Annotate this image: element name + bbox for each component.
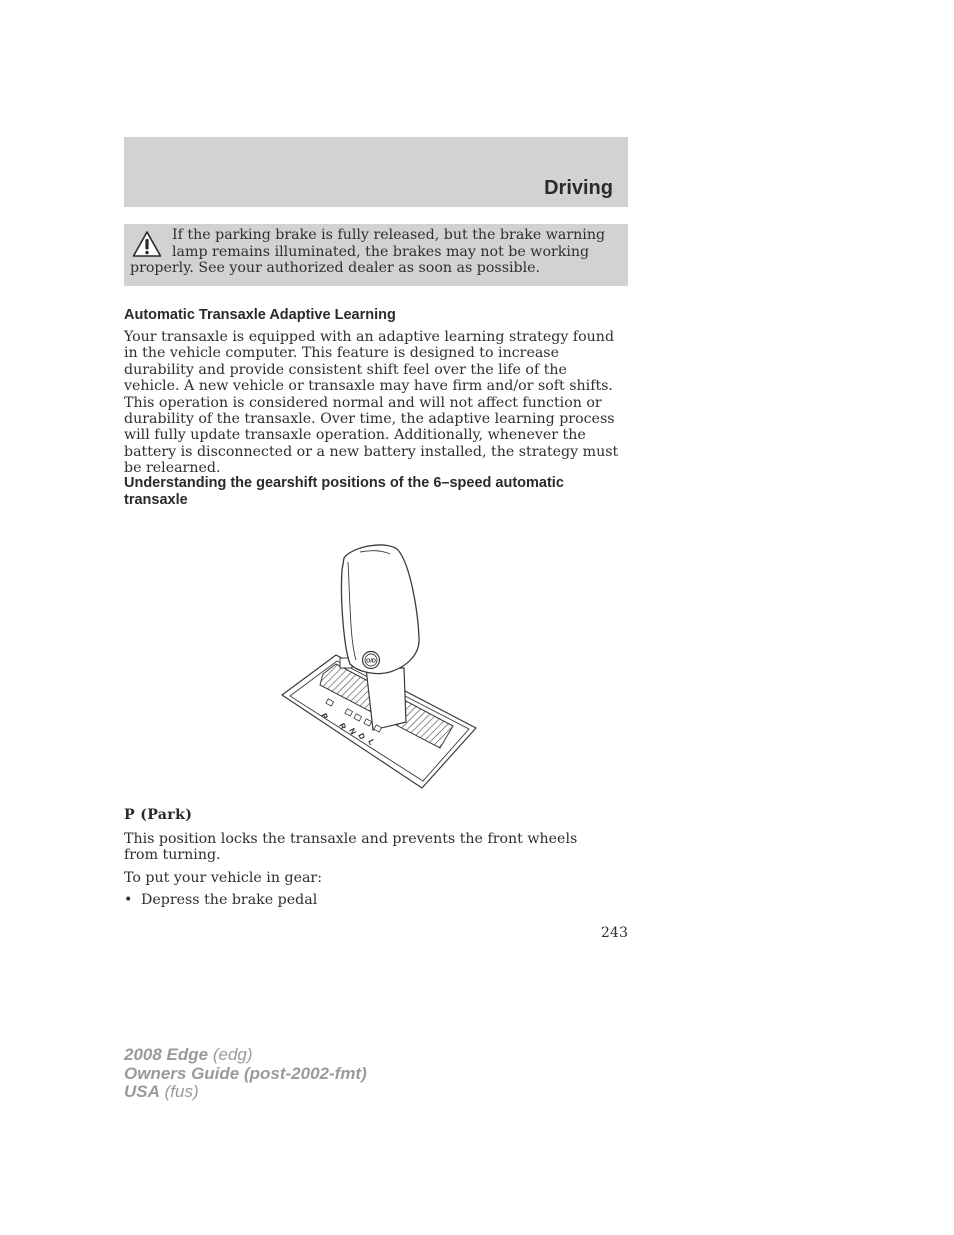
park-heading: P (Park) — [124, 807, 193, 823]
gear-position-r: R — [337, 721, 348, 732]
adaptive-learning-heading: Automatic Transaxle Adaptive Learning — [124, 307, 396, 323]
od-button-label: O/D — [366, 658, 376, 665]
gear-position-p: P — [319, 711, 330, 721]
gear-position-l: L — [366, 737, 377, 747]
footer-model: 2008 Edge — [124, 1045, 209, 1064]
list-item — [124, 892, 317, 908]
section-header-band — [124, 137, 628, 207]
gear-position-d: D — [356, 731, 367, 742]
page-number: 243 — [600, 925, 628, 941]
gearshift-lever-illustration — [278, 540, 482, 792]
section-title: Driving — [544, 177, 613, 199]
warning-text: If the parking brake is fully released, but the brake warning lamp remains illuminated, the brakes may not be working properly. See your authorized dealer as soon as possible. — [130, 227, 606, 276]
park-intro: To put your vehicle in gear: — [124, 870, 322, 886]
gear-position-n: N — [347, 726, 358, 737]
footer-region-code: (fus) — [164, 1082, 199, 1101]
warning-box — [124, 224, 628, 286]
adaptive-learning-body: Your transaxle is equipped with an adaptive learning strategy found in the vehicle computer. This feature is designed to increase durability and provide consistent shift feel over the life of the vehicle. A new vehicle or transaxle may have firm and/or soft shifts. This operation is considered normal and will not affect function or durability of the transaxle. Over time, the adaptive learning process will fully update transaxle operation. Additionally, whenever the battery is disconnected or a new battery installed, the strategy must be relearned. — [124, 329, 619, 477]
footer-guide: Owners Guide (post-2002-fmt) — [124, 1063, 367, 1083]
footer-model-code: (edg) — [212, 1045, 253, 1064]
park-body: This position locks the transaxle and prevents the front wheels from turning. — [124, 831, 578, 864]
footer-region: USA — [124, 1082, 160, 1101]
document-footer — [124, 1046, 367, 1102]
bullet-dot: • — [124, 892, 133, 908]
bullet-text: Depress the brake pedal — [141, 892, 318, 908]
gearshift-heading: Understanding the gearshift positions of the 6–speed automatic transaxle — [124, 475, 564, 508]
